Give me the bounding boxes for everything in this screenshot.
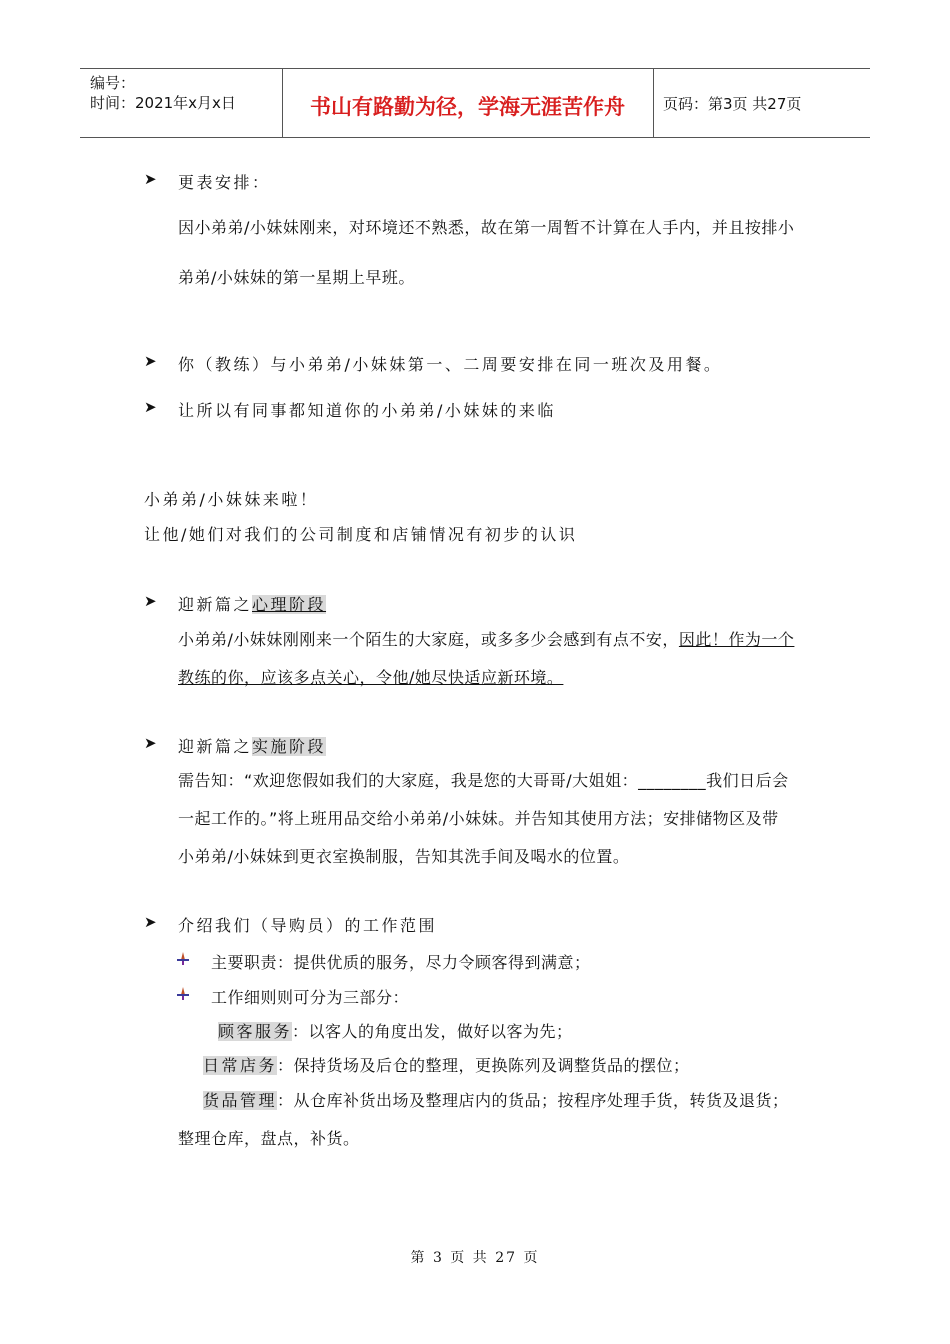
goods-management-line-2: 整理仓库，盘点，补货。	[178, 1129, 360, 1148]
duty-detail-line: 工作细则则可分为三部分：	[211, 988, 410, 1007]
psych-text: 小弟弟/小妹妹刚刚来一个陌生的大家庭，或多多少会感到有点不安，	[178, 630, 679, 649]
arrow-bullet-icon: ➤	[144, 734, 157, 752]
impl-paragraph-line: 一起工作的。”将上班用品交给小弟弟/小妹妹。并告知其使用方法；安排储物区及带	[178, 809, 779, 828]
header-left	[90, 73, 236, 113]
goods-management-text: ：从仓库补货出场及整理店内的货品；按程序处理手货，转货及退货；	[277, 1091, 789, 1110]
coach-line: 你（教练）与小弟弟/小妹妹第一、二周要安排在同一班次及用餐。	[178, 355, 723, 374]
customer-service-label: 顾客服务	[218, 1022, 293, 1041]
main-duty-line: 主要职责：提供优质的服务，尽力令顾客得到满意；	[211, 953, 591, 972]
customer-service-text: ：以客人的角度出发，做好以客为先；	[292, 1022, 573, 1041]
page-footer: 第 3 页 共 27 页	[410, 1250, 540, 1266]
customer-service-line	[218, 1019, 573, 1042]
arrow-bullet-icon: ➤	[144, 398, 157, 416]
heading-prefix: 迎新篇之	[178, 595, 253, 614]
daily-affairs-text: ：保持货场及后仓的整理，更换陈列及调整货品的摆位；	[277, 1056, 690, 1075]
daily-affairs-line	[203, 1053, 690, 1076]
header-motto: 书山有路勤为径，学海无涯苦作舟	[310, 94, 625, 119]
schedule-title: 更表安排：	[178, 173, 271, 192]
arrow-bullet-icon: ➤	[144, 913, 157, 931]
impl-paragraph-line: 需告知：“欢迎您假如我们的大家庭，我是您的大哥哥/大姐姐：________我们日后会	[178, 771, 789, 790]
arrow-bullet-icon: ➤	[144, 592, 157, 610]
daily-affairs-label: 日常店务	[203, 1056, 278, 1075]
psych-paragraph-line: 教练的你，应该多点关心，令他/她尽快适应新环境。	[178, 668, 564, 687]
schedule-paragraph-line: 因小弟弟/小妹妹刚来，对环境还不熟悉，故在第一周暂不计算在人手内，并且按排小	[178, 218, 795, 237]
inform-line: 让所以有同事都知道你的小弟弟/小妹妹的来临	[178, 401, 556, 420]
header-page-info: 页码：第3页 共27页	[663, 95, 802, 113]
arrow-bullet-icon: ➤	[144, 170, 157, 188]
schedule-paragraph-line: 弟弟/小妹妹的第一星期上早班。	[178, 268, 415, 287]
goods-management-label: 货品管理	[203, 1091, 278, 1110]
arrival-line: 小弟弟/小妹妹来啦！	[144, 490, 319, 509]
heading-prefix: 迎新篇之	[178, 737, 253, 756]
goods-management-line	[203, 1088, 789, 1111]
scope-title: 介绍我们（导购员）的工作范围	[178, 916, 438, 935]
pin-bullet-icon	[176, 951, 190, 965]
impl-heading	[178, 734, 326, 757]
arrival-line: 让他/她们对我们的公司制度和店铺情况有初步的认识	[144, 525, 578, 544]
psych-emphasis: 因此！作为一个	[678, 630, 795, 649]
impl-stage-label: 实施阶段	[252, 737, 327, 756]
date-label: 时间：2021年x月x日	[90, 94, 236, 112]
arrow-bullet-icon: ➤	[144, 352, 157, 370]
psych-heading	[178, 592, 326, 615]
impl-paragraph-line: 小弟弟/小妹妹到更衣室换制服，告知其洗手间及喝水的位置。	[178, 847, 630, 866]
psych-paragraph-line	[178, 627, 794, 650]
number-label: 编号：	[90, 74, 136, 92]
header-divider	[653, 69, 654, 137]
psych-stage-label: 心理阶段	[252, 595, 327, 614]
document-header	[80, 68, 870, 138]
pin-bullet-icon	[176, 986, 190, 1000]
